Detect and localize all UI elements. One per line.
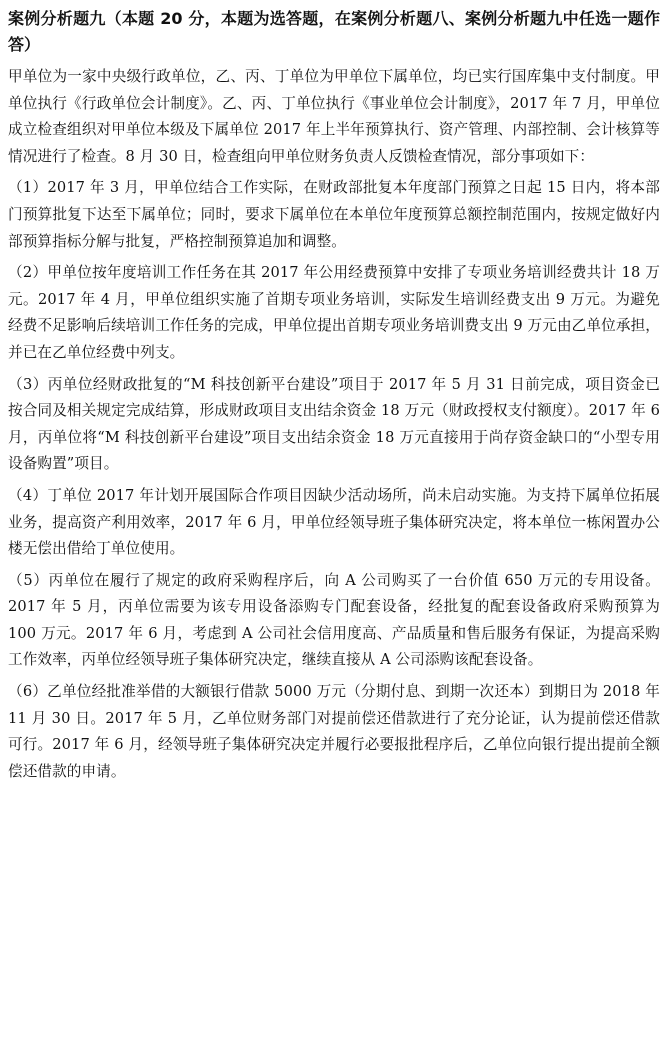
item-6-paragraph: （6）乙单位经批准举借的大额银行借款 5000 万元（分期付息、到期一次还本）到期日为 2018 年 11 月 30 日。2017 年 5 月，乙单位财务部门对提前偿还借款进行了充分论证，认为提前偿还借款可行。2017 年 6 月，经领导班子集体研究决定并履行必要报批程序后，乙单位向银行提出提前全额偿还借款的申请。 bbox=[8, 683, 660, 780]
item-4-paragraph: （4）丁单位 2017 年计划开展国际合作项目因缺少活动场所，尚未启动实施。为支持下属单位拓展业务，提高资产利用效率，2017 年 6 月，甲单位经领导班子集体研究决定，将本单位一栋闲置办公楼无偿出借给丁单位使用。 bbox=[8, 486, 660, 558]
item-5-paragraph: （5）丙单位在履行了规定的政府采购程序后，向 A 公司购买了一台价值 650 万元的专用设备。2017 年 5 月，丙单位需要为该专用设备添购专门配套设备，经批复的配套设备政府采购预算为 100 万元。2017 年 6 月，考虑到 A 公司社会信用度高、产品质量和售后服务有保证，为提高采购工作效率，丙单位经领导班子集体研究决定，继续直接从 A 公司添购该配套设备。 bbox=[8, 571, 660, 669]
item-1-paragraph: （1）2017 年 3 月，甲单位结合工作实际，在财政部批复本年度部门预算之日起 15 日内，将本部门预算批复下达至下属单位；同时，要求下属单位在本单位年度预算总额控制范围内，按规定做好内部预算指标分解与批复，严格控制预算追加和调整。 bbox=[8, 179, 660, 250]
document-page bbox=[8, 6, 660, 790]
item-2-paragraph: （2）甲单位按年度培训工作任务在其 2017 年公用经费预算中安排了专项业务培训经费共计 18 万元。2017 年 4 月，甲单位组织实施了首期专项业务培训，实际发生培训经费支出 9 万元。为避免经费不足影响后续培训工作任务的完成，甲单位提出首期专项业务培训费支出 9 万元由乙单位承担，并已在乙单位经费中列支。 bbox=[8, 264, 660, 361]
case-background-paragraph: 甲单位为一家中央级行政单位，乙、丙、丁单位为甲单位下属单位，均已实行国库集中支付制度。甲单位执行《行政单位会计制度》。乙、丙、丁单位执行《事业单位会计制度》，2017 年 7 月，甲单位成立检查组织对甲单位本级及下属单位 2017 年上半年预算执行、资产管理、内部控制、会计核算等情况进行了检查。8 月 30 日，检查组向甲单位财务负责人反馈检查情况，部分事项如下： bbox=[8, 68, 660, 165]
item-3-paragraph: （3）丙单位经财政批复的“M 科技创新平台建设”项目于 2017 年 5 月 31 日前完成，项目资金已按合同及相关规定完成结算，形成财政项目支出结余资金 18 万元（财政授权支付额度）。2017 年 6 月，丙单位将“M 科技创新平台建设”项目支出结余资金 18 万元直接用于尚存资金缺口的“小型专用设备购置”项目。 bbox=[8, 375, 660, 473]
question-title: 案例分析题九（本题 20 分，本题为选答题，在案例分析题八、案例分析题九中任选一题作答） bbox=[8, 9, 660, 54]
